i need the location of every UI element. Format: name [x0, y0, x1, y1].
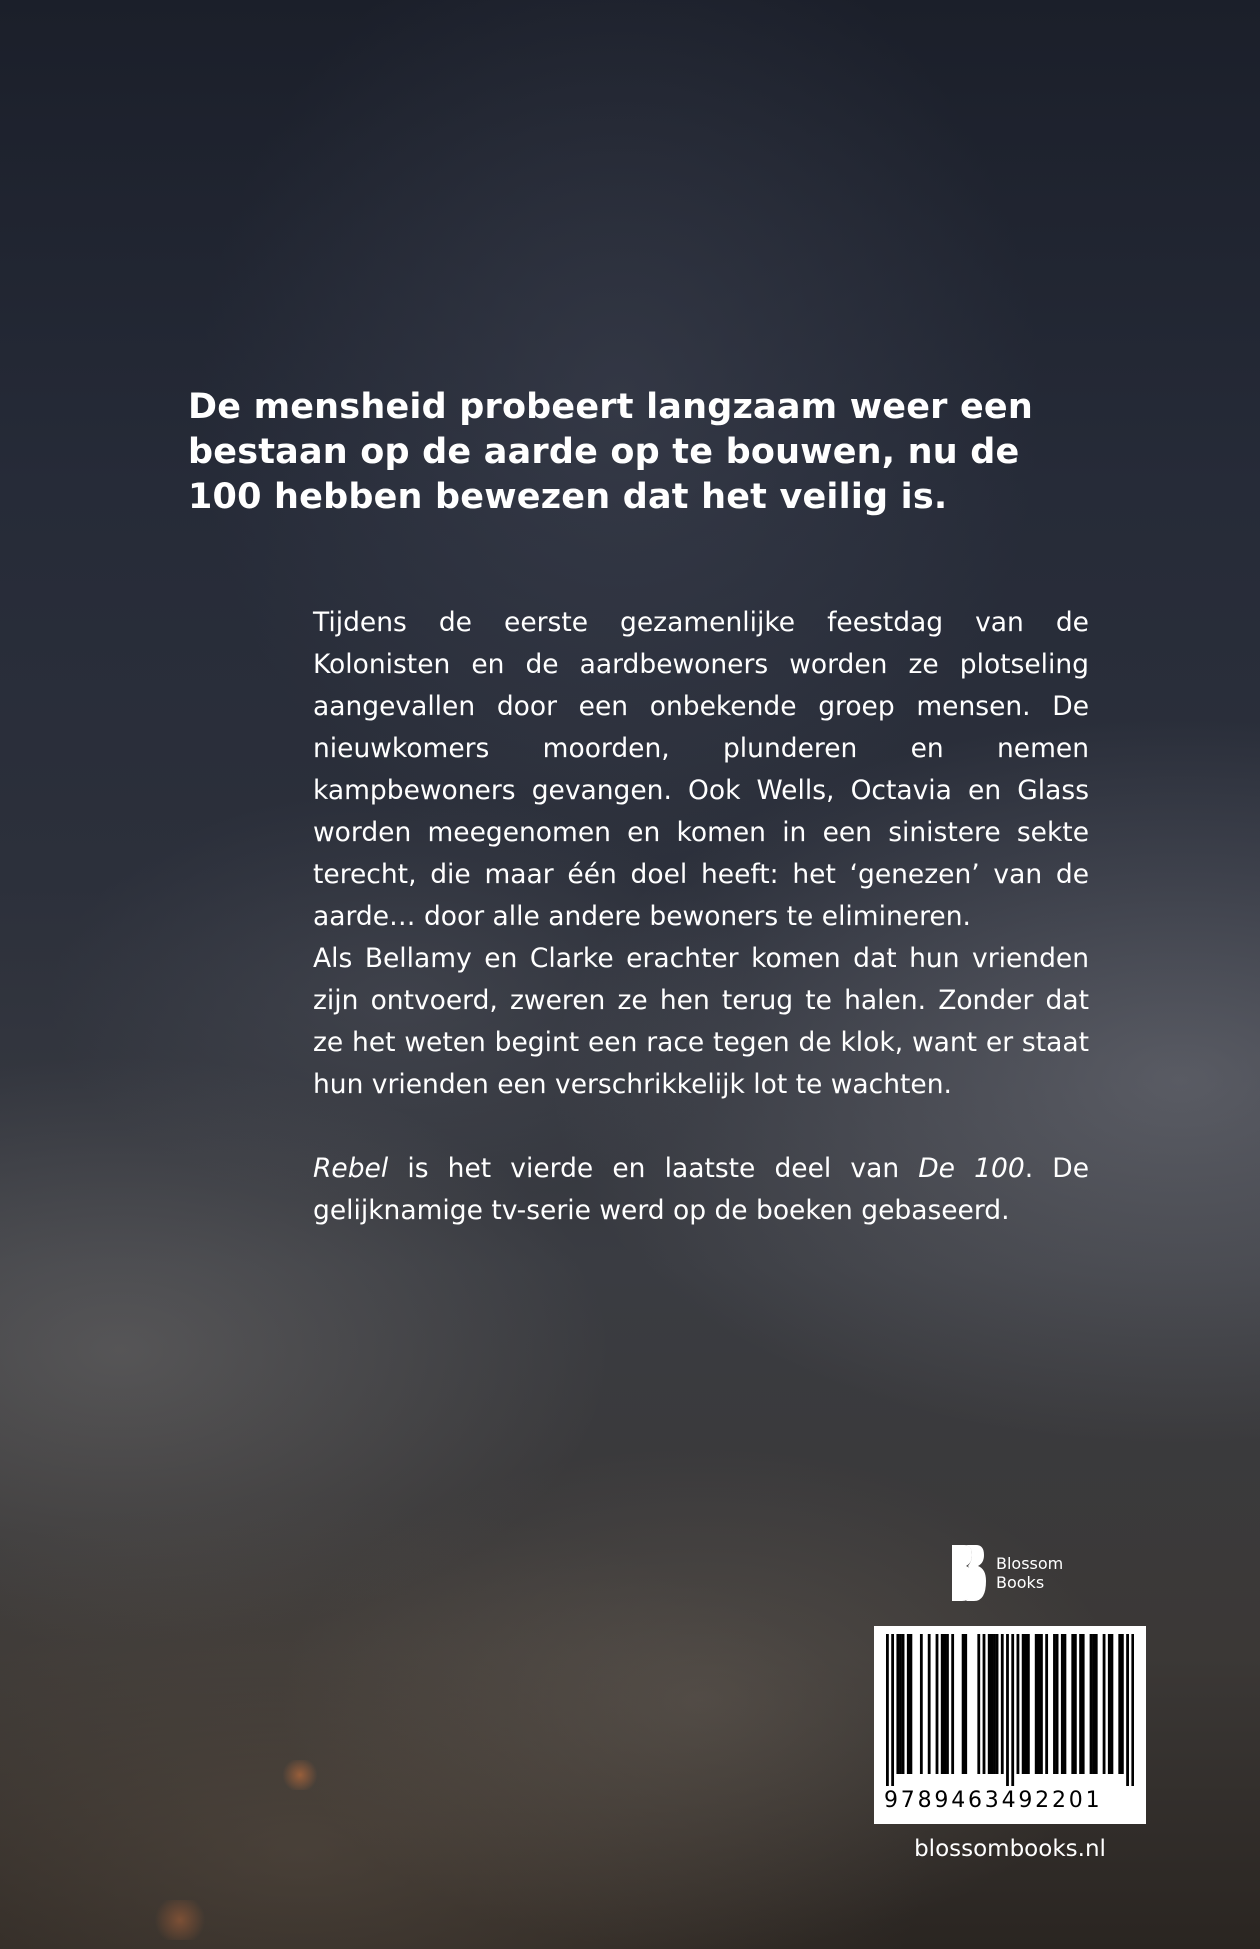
barcode-bar	[1001, 1634, 1004, 1774]
barcode-bar	[1111, 1634, 1114, 1774]
ember-glow	[280, 1760, 320, 1790]
barcode-bar	[928, 1634, 931, 1774]
barcode-bar	[899, 1634, 902, 1774]
barcode-bar	[988, 1634, 991, 1774]
barcode-bar	[902, 1634, 905, 1774]
barcode-bar	[1131, 1634, 1134, 1786]
barcode-bar	[1035, 1634, 1038, 1774]
barcode-bar	[1121, 1634, 1124, 1774]
blurb	[313, 602, 1089, 1232]
barcode-bar	[896, 1634, 899, 1774]
barcode-bar	[1040, 1634, 1043, 1774]
blurb-paragraph: Als Bellamy en Clarke erachter komen dat hun vrienden zijn ontvoerd, zweren ze hen terug te halen. Zonder dat ze het weten begint een race tegen de klok, want er staat hun vrienden een verschrikkelijk lot te wachten.	[313, 943, 1089, 1100]
barcode-bar	[977, 1634, 980, 1774]
isbn-barcode	[874, 1626, 1146, 1824]
barcode-bar	[1079, 1634, 1082, 1774]
barcode-bar	[886, 1634, 889, 1786]
barcode-bar	[920, 1634, 923, 1774]
headline	[188, 385, 1033, 520]
series-text-end: . De gelijknamige tv-serie werd op de boeken gebaseerd.	[313, 1153, 1089, 1226]
series-text: is het vierde en laatste deel van	[388, 1153, 919, 1184]
barcode-bar	[962, 1634, 965, 1774]
publisher-name-line: Books	[996, 1573, 1045, 1592]
ember-glow	[150, 1900, 210, 1940]
barcode-bar	[907, 1634, 910, 1774]
barcode-bar	[1017, 1634, 1020, 1774]
publisher-website: blossombooks.nl	[914, 1836, 1106, 1862]
barcode-bar	[1006, 1634, 1009, 1786]
barcode-bar	[983, 1634, 986, 1774]
barcode-bar	[1108, 1634, 1111, 1774]
barcode-bars	[886, 1634, 1134, 1786]
barcode-bar	[936, 1634, 939, 1774]
book-title: Rebel	[313, 1153, 389, 1184]
blossom-books-logo-icon	[950, 1543, 988, 1603]
barcode-bar	[1090, 1634, 1093, 1774]
blurb-paragraph: Tijdens de eerste gezamenlijke feestdag van de Kolonisten en de aardbewoners worden ze plotseling aangevallen door een onbekende groep mensen. De nieuwkomers moorden, plunderen en nemen kampbewoners gevangen. Ook Wells, Octavia en Glass worden meegenomen en komen in een sinistere sekte terecht, die maar één doel heeft: het ‘genezen’ van de aarde… door alle andere bewoners te elimineren.	[313, 607, 1089, 932]
headline-line: De mensheid probeert langzaam weer een	[188, 387, 1033, 427]
barcode-bar	[1027, 1634, 1030, 1774]
barcode-bar	[1064, 1634, 1067, 1774]
barcode-bar	[1061, 1634, 1064, 1774]
barcode-bar	[993, 1634, 996, 1774]
barcode-bar	[1095, 1634, 1098, 1774]
barcode-bar	[1037, 1634, 1040, 1774]
barcode-bar	[1074, 1634, 1077, 1774]
barcode-bar	[1022, 1634, 1025, 1774]
publisher-name-line: Blossom	[996, 1554, 1064, 1573]
series-title: De 100	[918, 1153, 1025, 1184]
barcode-bar	[1053, 1634, 1056, 1774]
barcode-bar	[891, 1634, 894, 1786]
publisher-logo	[950, 1543, 1080, 1603]
barcode-bar	[996, 1634, 999, 1774]
barcode-bar	[1056, 1634, 1059, 1774]
blurb-paragraph-series	[313, 1148, 1089, 1232]
barcode-bar	[964, 1634, 967, 1774]
barcode-bar	[1126, 1634, 1129, 1786]
barcode-bar	[1082, 1634, 1085, 1774]
barcode-bar	[946, 1634, 949, 1774]
barcode-bar	[951, 1634, 954, 1774]
barcode-bar	[941, 1634, 944, 1774]
headline-line: bestaan op de aarde op te bouwen, nu de	[188, 432, 1020, 472]
barcode-bar	[909, 1634, 912, 1774]
barcode-bar	[1024, 1634, 1027, 1774]
barcode-bar	[1092, 1634, 1095, 1774]
publisher-name	[996, 1554, 1063, 1592]
barcode-bar	[1011, 1634, 1014, 1786]
isbn-number: 9789463492201	[884, 1788, 1103, 1813]
barcode-bar	[1118, 1634, 1121, 1774]
headline-line: 100 hebben bewezen dat het veilig is.	[188, 477, 948, 517]
barcode-bar	[1071, 1634, 1074, 1774]
barcode-bar	[1045, 1634, 1048, 1774]
barcode-bar	[990, 1634, 993, 1774]
barcode-bar	[943, 1634, 946, 1774]
barcode-bar	[1103, 1634, 1106, 1774]
